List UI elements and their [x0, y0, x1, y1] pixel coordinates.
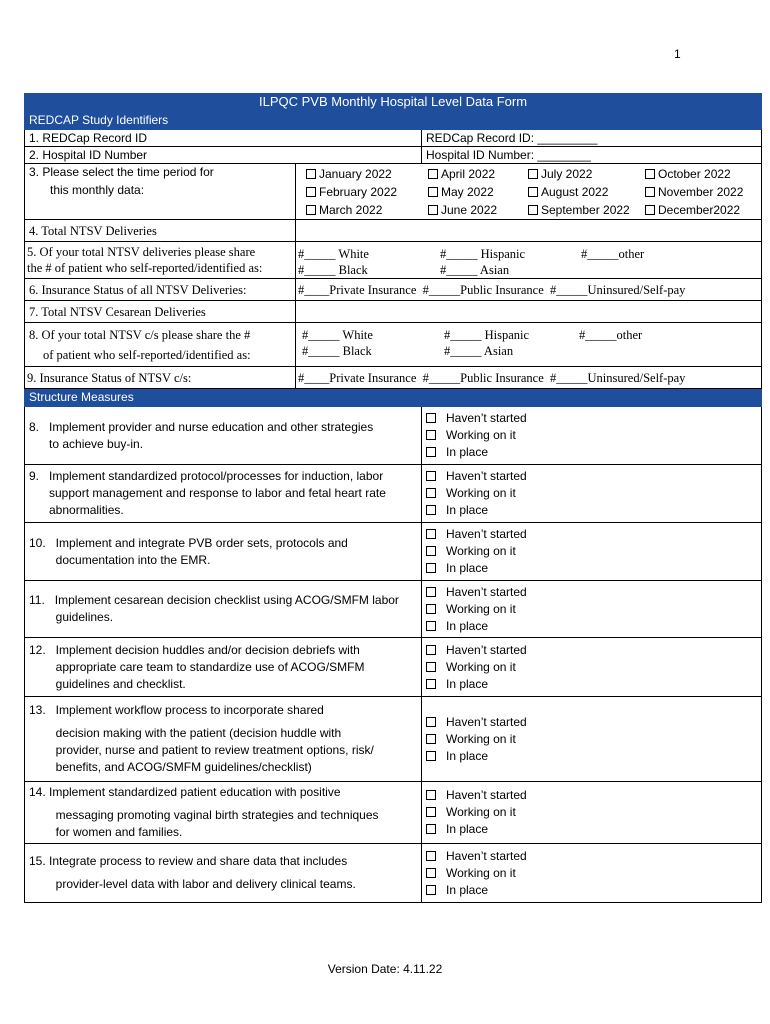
measure-row	[25, 844, 762, 903]
status-option[interactable]	[422, 865, 761, 882]
measure-line: provider-level data with labor and delivery clinical teams.	[29, 877, 356, 891]
measure-status	[422, 523, 762, 581]
measure-text	[25, 581, 422, 638]
measure-text	[25, 697, 422, 782]
measure-line: support management and response to labor and fetal heart rate	[29, 486, 386, 500]
status-option-label: In place	[446, 822, 489, 836]
measure-text	[25, 782, 422, 844]
checkbox-icon	[426, 751, 436, 761]
status-option-label: Haven’t started	[446, 527, 527, 541]
status-option-label: In place	[446, 503, 489, 517]
status-option-label: Haven’t started	[446, 848, 527, 863]
measure-line: 15. Integrate process to review and share data that includes	[29, 854, 348, 868]
measure-row	[25, 407, 762, 465]
measure-row	[25, 581, 762, 638]
month-option[interactable]: December2022	[645, 202, 755, 218]
measure-text	[25, 465, 422, 523]
month-option[interactable]: June 2022	[428, 202, 528, 218]
status-option-label: In place	[446, 618, 489, 633]
status-option[interactable]	[422, 526, 761, 543]
measure-text	[25, 844, 422, 903]
q9-private[interactable]: #____Private Insurance	[298, 370, 417, 385]
time-period-label-line: this monthly data:	[50, 183, 145, 197]
status-option-label: Haven’t started	[446, 469, 527, 483]
checkbox-icon	[426, 621, 436, 631]
status-option[interactable]	[422, 410, 761, 427]
checkbox-icon	[426, 488, 436, 498]
measure-line: documentation into the EMR.	[29, 552, 211, 567]
q8-asian[interactable]: #_____ Asian	[444, 344, 514, 358]
q5-white[interactable]: #_____ White	[298, 247, 369, 261]
q9-row	[25, 367, 762, 389]
version-date: Version Date: 4.11.22	[327, 962, 443, 976]
measure-line: 8. Implement provider and nurse education and other strategies	[29, 419, 374, 434]
q8-white[interactable]: #_____ White	[302, 328, 373, 342]
checkbox-icon	[306, 169, 316, 179]
q6-uninsured[interactable]: #_____Uninsured/Self-pay	[550, 282, 686, 297]
q6-public[interactable]: #_____Public Insurance	[422, 282, 544, 297]
month-option[interactable]: October 2022	[645, 166, 755, 182]
status-option-label: Working on it	[446, 601, 516, 616]
q5-row	[25, 242, 762, 279]
q5-other[interactable]: #_____other	[581, 247, 645, 261]
q4-label: 4. Total NTSV Deliveries	[25, 220, 296, 242]
section-identifiers-label: REDCAP Study Identifiers	[25, 112, 762, 130]
checkbox-icon	[645, 205, 655, 215]
measure-status	[422, 581, 762, 638]
month-option[interactable]: May 2022	[428, 184, 528, 200]
measure-row	[25, 697, 762, 782]
checkbox-icon	[645, 169, 655, 179]
measure-status	[422, 465, 762, 523]
status-option-label: Haven’t started	[446, 411, 527, 425]
measure-text	[25, 407, 422, 465]
section-structure	[25, 389, 762, 407]
status-option[interactable]	[422, 560, 761, 577]
measure-row	[25, 465, 762, 523]
status-option[interactable]	[422, 848, 761, 865]
measure-line: decision making with the patient (decision huddle with	[29, 726, 342, 740]
q9-uninsured[interactable]: #_____Uninsured/Self-pay	[550, 370, 686, 385]
month-option[interactable]: February 2022	[306, 184, 428, 200]
checkbox-icon	[528, 205, 538, 215]
measure-line: guidelines.	[29, 610, 114, 624]
measure-line: to achieve buy-in.	[29, 436, 144, 451]
checkbox-icon	[426, 546, 436, 556]
q8-answers	[296, 323, 762, 367]
q6-private[interactable]: #____Private Insurance	[298, 282, 417, 297]
q7-row	[25, 301, 762, 323]
identifier-row	[25, 130, 762, 147]
measure-line: 11. Implement cesarean decision checklist using ACOG/SMFM labor	[29, 593, 399, 607]
checkbox-icon	[426, 604, 436, 614]
q8-row	[25, 323, 762, 367]
checkbox-icon	[426, 734, 436, 744]
measure-line: messaging promoting vaginal birth strategies and techniques	[29, 808, 379, 822]
status-option[interactable]	[422, 882, 761, 899]
status-option-label: In place	[446, 882, 489, 897]
time-period-row	[25, 164, 762, 220]
checkbox-icon	[428, 169, 438, 179]
q7-answer[interactable]	[296, 301, 762, 323]
section-structure-label: Structure Measures	[25, 389, 762, 407]
measure-text	[25, 523, 422, 581]
hospital-id-label: 2. Hospital ID Number	[25, 147, 422, 164]
checkbox-icon	[426, 645, 436, 655]
status-option-label: In place	[446, 676, 489, 691]
status-option-label: Working on it	[446, 486, 516, 500]
q5-label: 5. Of your total NTSV deliveries please share the # of patient who self-reported/identified as:	[25, 242, 296, 279]
measure-text	[25, 638, 422, 697]
checkbox-icon	[428, 187, 438, 197]
measure-line: 10. Implement and integrate PVB order sets, protocols and	[29, 535, 348, 550]
month-option[interactable]: April 2022	[428, 166, 528, 182]
status-option[interactable]	[422, 787, 761, 804]
q8-black[interactable]: #_____ Black	[302, 344, 372, 358]
status-option[interactable]	[422, 714, 761, 731]
status-option[interactable]	[422, 584, 761, 601]
measure-line: appropriate care team to standardize use of ACOG/SMFM	[29, 659, 365, 674]
month-option[interactable]: March 2022	[306, 202, 428, 218]
status-option[interactable]	[422, 468, 761, 485]
measure-status	[422, 844, 762, 903]
month-option[interactable]: August 2022	[528, 184, 645, 200]
status-option[interactable]	[422, 659, 761, 676]
q6-row	[25, 279, 762, 301]
status-option-label: Haven’t started	[446, 642, 527, 657]
checkbox-icon	[426, 563, 436, 573]
checkbox-icon	[426, 868, 436, 878]
hospital-id-field[interactable]: Hospital ID Number: ________	[422, 147, 762, 164]
month-option[interactable]: July 2022	[528, 166, 645, 182]
month-option[interactable]: September 2022	[528, 202, 645, 218]
measure-line: 12. Implement decision huddles and/or decision debriefs with	[29, 642, 360, 657]
checkbox-icon	[528, 169, 538, 179]
status-option[interactable]	[422, 427, 761, 444]
status-option[interactable]	[422, 731, 761, 748]
checkbox-icon	[426, 413, 436, 423]
q6-answers	[296, 279, 762, 301]
checkbox-icon	[426, 885, 436, 895]
status-option[interactable]	[422, 821, 761, 838]
measure-line: for women and families.	[29, 825, 183, 839]
q4-answer[interactable]	[296, 220, 762, 242]
measure-line: guidelines and checklist.	[29, 676, 186, 691]
checkbox-icon	[306, 205, 316, 215]
status-option-label: Working on it	[446, 865, 516, 880]
checkbox-icon	[426, 471, 436, 481]
q9-answers	[296, 367, 762, 389]
time-period-label	[25, 164, 296, 220]
measure-line: 13. Implement workflow process to incorporate shared	[29, 703, 324, 717]
status-option[interactable]	[422, 444, 761, 461]
checkbox-icon	[426, 662, 436, 672]
checkbox-icon	[426, 529, 436, 539]
checkbox-icon	[426, 807, 436, 817]
month-options	[296, 164, 762, 220]
record-id-label: 1. REDCap Record ID	[25, 130, 422, 147]
page-number: 1	[674, 47, 681, 61]
checkbox-icon	[426, 587, 436, 597]
checkbox-icon	[306, 187, 316, 197]
status-option-label: In place	[446, 748, 489, 763]
q7-label: 7. Total NTSV Cesarean Deliveries	[25, 301, 296, 323]
measure-line: abnormalities.	[29, 503, 124, 517]
time-period-label-line: 3. Please select the time period for	[29, 165, 214, 179]
checkbox-icon	[645, 187, 655, 197]
section-identifiers	[25, 112, 762, 130]
status-option[interactable]	[422, 601, 761, 618]
status-option-label: Working on it	[446, 428, 516, 442]
month-option[interactable]: January 2022	[306, 166, 428, 182]
measure-status	[422, 638, 762, 697]
measure-row	[25, 782, 762, 844]
checkbox-icon	[426, 717, 436, 727]
measure-line: 14. Implement standardized patient education with positive	[29, 785, 341, 799]
month-option[interactable]: November 2022	[645, 184, 755, 200]
status-option-label: Haven’t started	[446, 788, 527, 802]
identifier-row	[25, 147, 762, 164]
checkbox-icon	[426, 430, 436, 440]
status-option[interactable]	[422, 485, 761, 502]
form-title: ILPQC PVB Monthly Hospital Level Data Form	[25, 94, 762, 112]
measure-status	[422, 697, 762, 782]
measure-line: 9. Implement standardized protocol/processes for induction, labor	[29, 469, 384, 483]
status-option-label: Haven’t started	[446, 584, 527, 599]
q5-black[interactable]: #_____ Black	[298, 263, 368, 277]
measure-line: provider, nurse and patient to review treatment options, risk/	[29, 743, 374, 757]
measure-line: benefits, and ACOG/SMFM guidelines/checklist)	[29, 760, 312, 774]
measure-row	[25, 523, 762, 581]
status-option[interactable]	[422, 748, 761, 765]
measure-status	[422, 782, 762, 844]
checkbox-icon	[428, 205, 438, 215]
data-form-table	[24, 93, 762, 903]
checkbox-icon	[426, 790, 436, 800]
status-option[interactable]	[422, 676, 761, 693]
q5-hispanic[interactable]: #_____ Hispanic	[440, 247, 526, 261]
measures-list	[25, 407, 762, 903]
status-option[interactable]	[422, 642, 761, 659]
q8-label: 8. Of your total NTSV c/s please share the # of patient who self-reported/identified as:	[25, 323, 296, 367]
checkbox-icon	[426, 851, 436, 861]
status-option[interactable]	[422, 502, 761, 519]
status-option-label: In place	[446, 561, 489, 575]
checkbox-icon	[528, 187, 538, 197]
q5-asian[interactable]: #_____ Asian	[440, 263, 510, 277]
checkbox-icon	[426, 679, 436, 689]
checkbox-icon	[426, 447, 436, 457]
status-option-label: Working on it	[446, 544, 516, 558]
q8-hispanic[interactable]: #_____ Hispanic	[444, 328, 530, 342]
checkbox-icon	[426, 824, 436, 834]
status-option-label: Working on it	[446, 659, 516, 674]
q9-label: 9. Insurance Status of NTSV c/s:	[25, 367, 296, 389]
record-id-field[interactable]: REDCap Record ID: _________	[422, 130, 762, 147]
status-option[interactable]	[422, 543, 761, 560]
status-option-label: Working on it	[446, 805, 516, 819]
status-option-label: In place	[446, 445, 489, 459]
q9-public[interactable]: #_____Public Insurance	[422, 370, 544, 385]
q6-label: 6. Insurance Status of all NTSV Deliveries:	[25, 279, 296, 301]
q5-answers	[296, 242, 762, 279]
status-option-label: Haven’t started	[446, 714, 527, 729]
measure-status	[422, 407, 762, 465]
q8-other[interactable]: #_____other	[579, 328, 643, 342]
status-option-label: Working on it	[446, 731, 516, 746]
status-option[interactable]	[422, 804, 761, 821]
checkbox-icon	[426, 505, 436, 515]
q4-row	[25, 220, 762, 242]
form-title-row	[25, 94, 762, 112]
status-option[interactable]	[422, 618, 761, 635]
measure-row	[25, 638, 762, 697]
